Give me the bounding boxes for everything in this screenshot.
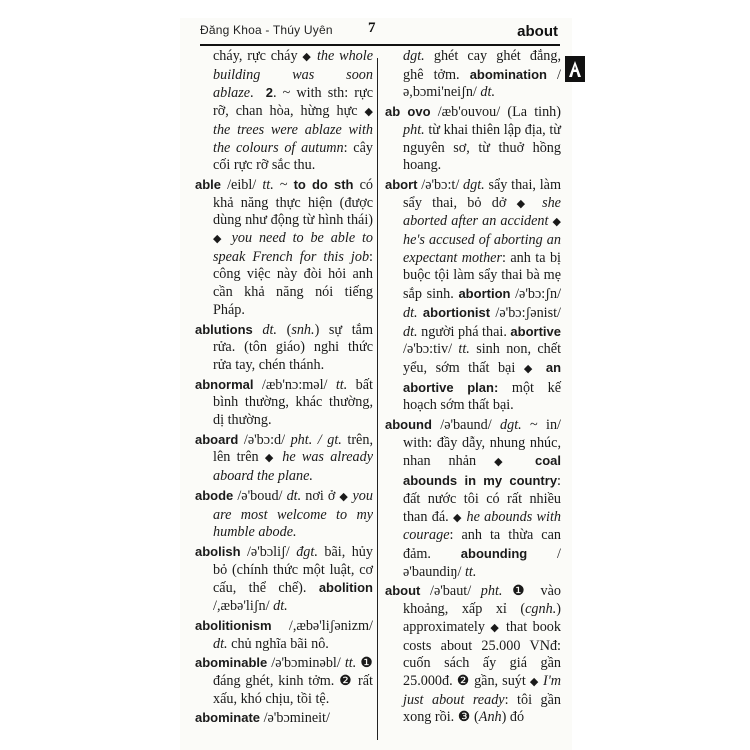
page-header bbox=[180, 18, 572, 48]
diamond-marker: ◆ bbox=[213, 233, 225, 246]
grammar-label: dt. bbox=[273, 598, 288, 615]
definition-text: bãi, hủy bỏ (chính thức một luật, cơ cấu, thể chế). bbox=[213, 543, 373, 597]
definition-text: ) approximately bbox=[403, 601, 561, 635]
headword: abortion bbox=[458, 286, 511, 302]
diamond-marker: ◆ bbox=[494, 456, 517, 469]
dictionary-entry bbox=[195, 654, 373, 708]
dictionary-entry bbox=[195, 48, 373, 175]
definition-text: ) đó bbox=[501, 709, 525, 726]
definition-text: ) sự tắm rửa. (tôn giáo) nghi thức rửa tay, chén thánh. bbox=[213, 321, 373, 373]
grammar-label: tt. bbox=[458, 341, 470, 358]
dictionary-entry bbox=[195, 543, 373, 616]
headword: abominate bbox=[195, 710, 261, 726]
definition-text: chủ nghĩa bãi nô. bbox=[227, 635, 329, 652]
definition-text: /ə'bɔ:ʃənist/ bbox=[490, 304, 562, 321]
definition-text: /ə'boud/ bbox=[233, 487, 287, 504]
headword: abnormal bbox=[195, 376, 254, 392]
example-text: I'm just about ready bbox=[403, 672, 561, 708]
definition-text: người phá thai. bbox=[417, 323, 511, 340]
grammar-label: dt. bbox=[403, 323, 418, 340]
example-text: you are most welcome to my humble abode. bbox=[213, 487, 373, 541]
definition-text: /ə'baundiŋ/ bbox=[403, 545, 561, 580]
example-text: he abounds with courage bbox=[403, 508, 561, 544]
definition-text: /ə'bɔ:ʃn/ bbox=[510, 286, 562, 303]
headword: abode bbox=[195, 487, 234, 503]
grammar-label: đgt. bbox=[296, 543, 318, 560]
definition-text: ~ in/ with: đầy dẫy, nhung nhúc, nhan nhản bbox=[403, 417, 561, 470]
headword: abolitionism bbox=[195, 617, 272, 633]
example-text: he's accused of aborting an expectant mother bbox=[403, 232, 561, 266]
definition-text: ~ bbox=[273, 176, 294, 193]
definition-text bbox=[517, 453, 535, 469]
dictionary-page bbox=[180, 18, 572, 750]
headword: an abortive plan: bbox=[403, 359, 562, 395]
diamond-marker: ◆ bbox=[523, 362, 538, 375]
definition-text: : anh ta bị buộc tội làm sẩy thai bà mẹ sắp sinh. bbox=[403, 249, 561, 303]
definition-text: một kế hoạch sớm thất bại. bbox=[403, 379, 561, 414]
definition-text: /eibl/ bbox=[221, 176, 263, 193]
headword: able bbox=[195, 176, 222, 192]
diamond-marker: ◆ bbox=[339, 490, 349, 503]
definition-text: . bbox=[250, 85, 266, 102]
definition-text: ( bbox=[276, 321, 292, 338]
dictionary-entry bbox=[385, 103, 561, 175]
diamond-marker: ◆ bbox=[364, 106, 373, 119]
diamond-marker: ◆ bbox=[529, 675, 539, 688]
grammar-label: tt. bbox=[464, 563, 477, 580]
definition-text: nơi ở bbox=[301, 487, 340, 504]
grammar-label: tt. bbox=[335, 376, 348, 393]
definition-text: /ə,bɔmi'neiʃn/ bbox=[403, 66, 561, 101]
grammar-label: dgt. bbox=[463, 176, 485, 193]
headword: abounding bbox=[460, 545, 528, 561]
diamond-marker: ◆ bbox=[552, 216, 561, 229]
definition-text: /,æbə'liʃənizm/ bbox=[271, 617, 373, 634]
definition-text: /,æbə'liʃn/ bbox=[213, 598, 274, 615]
definition-text: : tôi gần xong rồi. ❸ ( bbox=[403, 691, 561, 726]
definition-text: that book costs about 25.000 VNđ: cuốn sách ấy giá gần 25.000đ. ❷ gần, suýt bbox=[403, 618, 561, 689]
example-text: the trees were ablaze with the colours of autumn bbox=[213, 121, 373, 156]
definition-text: ghét cay ghét đắng, ghê tởm. bbox=[403, 48, 561, 83]
dictionary-entry bbox=[195, 617, 373, 653]
definition-text: /ə'baut/ bbox=[420, 583, 481, 600]
definition-text: cháy, rực cháy bbox=[213, 48, 303, 64]
column-divider bbox=[377, 58, 378, 740]
definition-text: : đất nước tôi có rất nhiều than đá. bbox=[403, 473, 561, 525]
definition-text: /æb'nɔ:məl/ bbox=[253, 376, 336, 393]
definition-text: /ə'bɔ:d/ bbox=[238, 431, 291, 448]
headword: ablutions bbox=[195, 321, 253, 337]
diamond-marker: ◆ bbox=[490, 621, 501, 634]
dictionary-entry bbox=[195, 376, 373, 430]
header-authors: Đăng Khoa - Thúy Uyên bbox=[200, 23, 333, 37]
grammar-label: dt. bbox=[286, 487, 302, 504]
definition-text: /ə'bɔliʃ/ bbox=[240, 543, 297, 560]
definition-text: sẩy thai, làm sẩy thai, bỏ dở bbox=[403, 176, 561, 211]
example-text: the whole building was soon ablaze bbox=[213, 48, 373, 102]
dictionary-entry bbox=[385, 48, 561, 102]
grammar-label: tt. bbox=[344, 655, 357, 672]
guide-word: about bbox=[517, 23, 558, 40]
grammar-label: dt. bbox=[262, 321, 277, 338]
definition-text: từ khai thiên lập địa, từ nguyên sơ, từ thuở hồng hoang. bbox=[403, 121, 561, 174]
dictionary-entry bbox=[195, 176, 373, 320]
example-text: you need to be able to speak French for this job bbox=[213, 230, 373, 265]
definition-text: : công việc này đòi hỏi anh cần khả năng nói tiếng Pháp. bbox=[213, 248, 373, 318]
diamond-marker: ◆ bbox=[452, 511, 463, 524]
dictionary-entry bbox=[195, 321, 373, 375]
diamond-marker: ◆ bbox=[516, 197, 532, 210]
example-text: he was already aboard the plane. bbox=[213, 449, 373, 485]
left-column bbox=[195, 48, 373, 750]
grammar-label: snh. bbox=[291, 321, 315, 338]
definition-text: /ə'baund/ bbox=[431, 417, 500, 434]
grammar-label: cgnh. bbox=[525, 601, 557, 618]
definition-text bbox=[253, 322, 263, 338]
definition-text: ❶ đáng ghét, kinh tởm. ❷ rất xấu, khó chịu, tồi tệ. bbox=[213, 655, 373, 707]
grammar-label: tt. bbox=[262, 176, 274, 193]
sense-number: 2 bbox=[265, 85, 273, 101]
grammar-label: pht. bbox=[403, 121, 425, 138]
headword: abortive bbox=[510, 323, 561, 339]
diamond-marker: ◆ bbox=[302, 51, 313, 63]
definition-text bbox=[537, 360, 546, 376]
headword: about bbox=[385, 583, 421, 599]
dictionary-entry bbox=[195, 709, 373, 728]
headword: abound bbox=[385, 417, 432, 433]
grammar-label: dgt. bbox=[500, 417, 522, 434]
dictionary-entry bbox=[195, 431, 373, 486]
grammar-label: pht. / gt. bbox=[290, 431, 342, 448]
definition-text: bất bình thường, khác thường, dị thường. bbox=[213, 376, 373, 429]
definition-text: sinh non, chết yểu, sớm thất bại bbox=[403, 341, 562, 376]
headword: abortionist bbox=[422, 304, 491, 320]
definition-text: trên, lên trên bbox=[213, 431, 373, 466]
definition-text: : anh ta thừa can đảm. bbox=[403, 527, 561, 562]
definition-text: có khả năng thực hiện (được dùng như động từ hình thái) bbox=[213, 176, 373, 229]
header-rule bbox=[200, 44, 560, 46]
dictionary-entry bbox=[385, 582, 561, 727]
definition-text: : cây cối rực rỡ sắc thu. bbox=[213, 139, 373, 174]
dictionary-entry bbox=[195, 487, 373, 542]
dictionary-entry bbox=[385, 416, 561, 581]
definition-text: ❶ vào khoảng, xấp xỉ ( bbox=[403, 583, 561, 618]
headword: coal abounds in my country bbox=[403, 453, 561, 489]
right-column bbox=[385, 48, 561, 750]
definition-text: /ə'bɔ:tiv/ bbox=[403, 341, 459, 358]
definition-text: /æb'ouvou/ (La tinh) bbox=[430, 104, 561, 121]
headword: abolish bbox=[195, 543, 241, 559]
page-number: 7 bbox=[368, 20, 376, 36]
definition-text: /ə'bɔminəbl/ bbox=[267, 655, 345, 672]
dictionary-entry bbox=[385, 176, 561, 415]
diamond-marker: ◆ bbox=[264, 452, 277, 465]
grammar-label: dt. bbox=[213, 635, 228, 652]
headword: abolition bbox=[318, 580, 373, 596]
grammar-label: dt. bbox=[403, 304, 418, 321]
definition-text: . ~ with sth: rực rỡ, chan hòa, hừng hực bbox=[213, 85, 373, 120]
grammar-label: Anh bbox=[478, 709, 502, 726]
headword: aboard bbox=[195, 431, 239, 447]
grammar-label: dgt. bbox=[403, 48, 425, 64]
headword: abort bbox=[385, 176, 418, 192]
headword: abomination bbox=[469, 66, 547, 82]
headword: ab ovo bbox=[385, 104, 431, 120]
letter-a-icon bbox=[568, 60, 582, 78]
headword: to do sth bbox=[293, 176, 354, 192]
grammar-label: pht. bbox=[480, 583, 503, 600]
headword: abominable bbox=[195, 655, 268, 671]
grammar-label: dt. bbox=[480, 84, 496, 101]
letter-a-thumb-tab bbox=[565, 56, 585, 82]
definition-text: /ə'bɔmineit/ bbox=[260, 710, 330, 727]
example-text: she aborted after an accident bbox=[403, 194, 561, 230]
definition-text: /ə'bɔ:t/ bbox=[417, 176, 464, 193]
